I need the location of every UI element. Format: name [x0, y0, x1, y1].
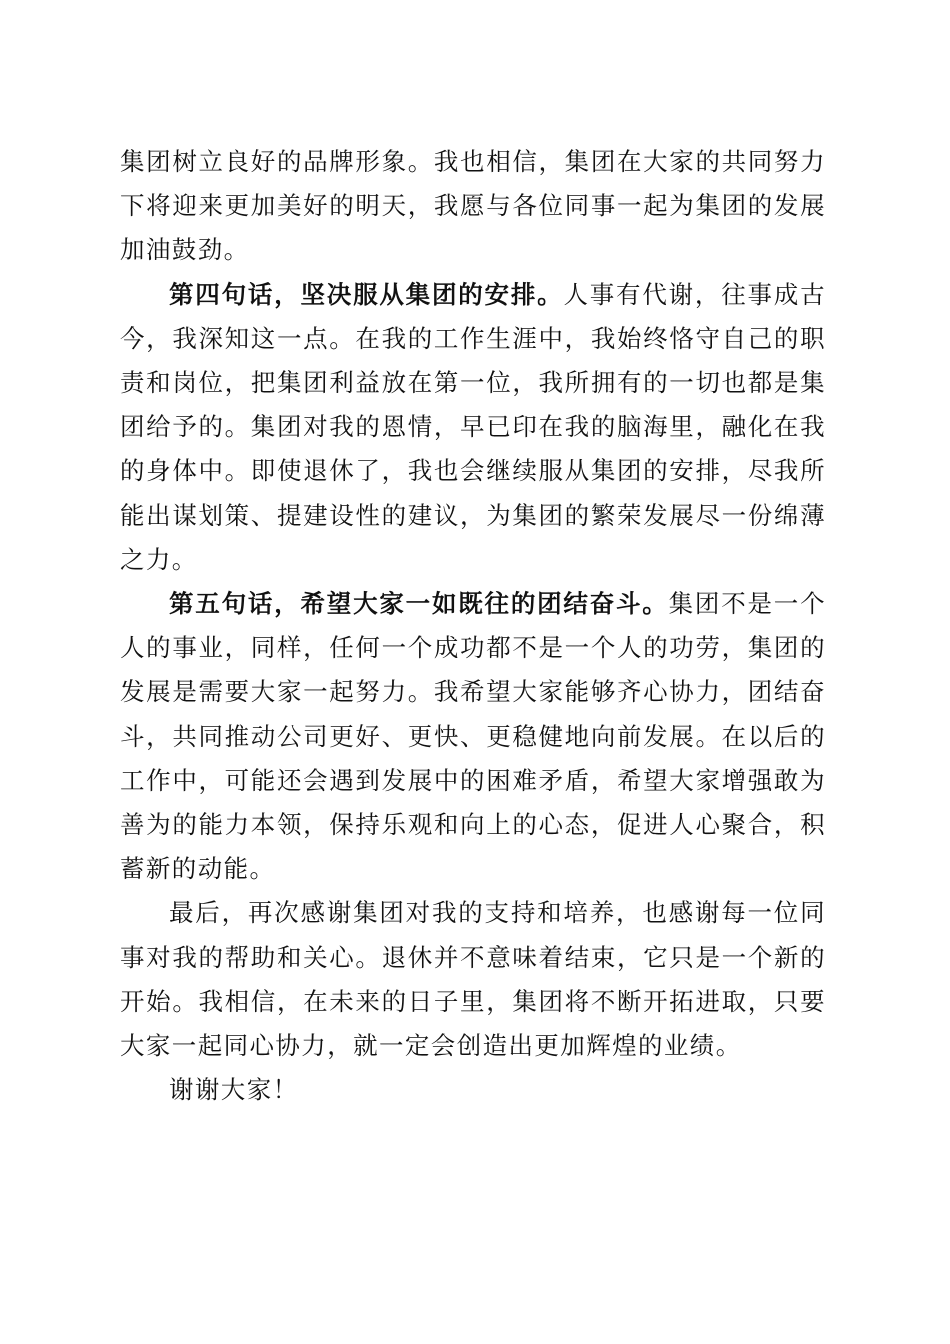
paragraph-text: 最后，再次感谢集团对我的支持和培养，也感谢每一位同事对我的帮助和关心。退休并不意味着结束，它只是一个新的开始。我相信，在未来的日子里，集团将不断开拓进取，只要大家一起同心协力，就一定会创造出更加辉煌的业绩。 [120, 898, 826, 1061]
paragraph-text: 谢谢大家！ [169, 1075, 299, 1105]
paragraph-point-four [120, 273, 826, 582]
paragraph-heading: 第四句话，坚决服从集团的安排。 [169, 279, 564, 309]
paragraph-closing [120, 891, 826, 1068]
paragraph-thanks [120, 1068, 826, 1112]
paragraph-text: 人事有代谢，往事成古今，我深知这一点。在我的工作生涯中，我始终恪守自己的职责和岗位，把集团利益放在第一位，我所拥有的一切也都是集团给予的。集团对我的恩情，早已印在我的脑海里，融化在我的身体中。即使退休了，我也会继续服从集团的安排，尽我所能出谋划策、提建设性的建议，为集团的繁荣发展尽一份绵薄之力。 [120, 279, 826, 574]
paragraph-heading: 第五句话，希望大家一如既往的团结奋斗。 [169, 589, 669, 619]
paragraph-point-five [120, 582, 826, 891]
paragraph-text: 集团不是一个人的事业，同样，任何一个成功都不是一个人的功劳，集团的发展是需要大家一起努力。我希望大家能够齐心协力，团结奋斗，共同推动公司更好、更快、更稳健地向前发展。在以后的工作中，可能还会遇到发展中的困难矛盾，希望大家增强敢为善为的能力本领，保持乐观和向上的心态，促进人心聚合，积蓄新的动能。 [120, 589, 826, 884]
paragraph-continuation [120, 140, 826, 273]
document-body [120, 140, 826, 1112]
paragraph-text: 集团树立良好的品牌形象。我也相信，集团在大家的共同努力下将迎来更加美好的明天，我愿与各位同事一起为集团的发展加油鼓劲。 [120, 147, 826, 265]
